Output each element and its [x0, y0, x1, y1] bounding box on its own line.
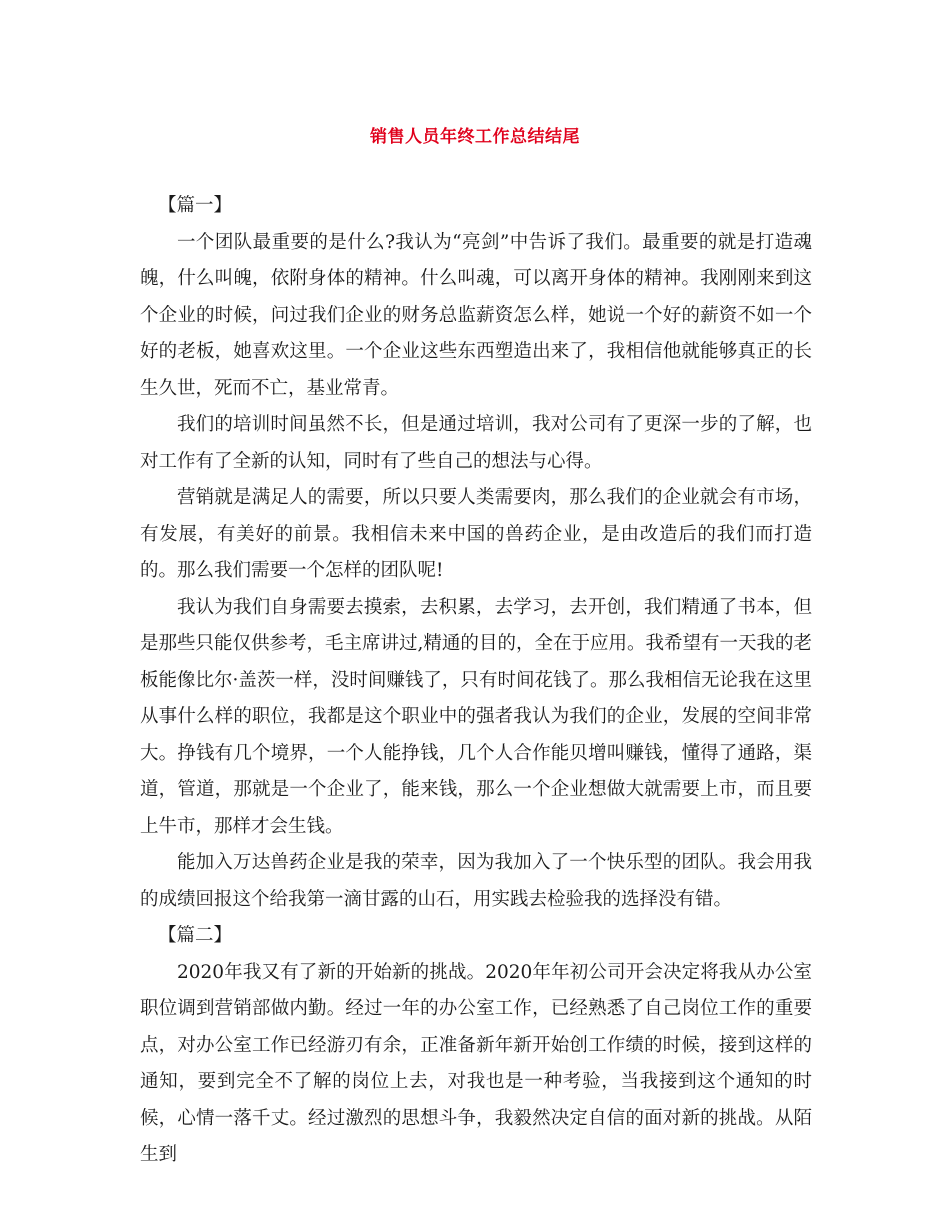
- section-2: [140, 918, 812, 1174]
- document-title: 销售人员年终工作总结结尾: [370, 127, 580, 147]
- paragraph: 2020年我又有了新的开始新的挑战。2020年年初公司开会决定将我从办公室职位调到营销部做内勤。经过一年的办公室工作，已经熟悉了自己岗位工作的重要点，对办公室工作已经游刃有余，正准备新年新开始创工作绩的时候，接到这样的通知，要到完全不了解的岗位上去，对我也是一种考验，当我接到这个通知的时候，心情一落千丈。经过激烈的思想斗争，我毅然决定自信的面对新的挑战。从陌生到: [140, 961, 812, 1165]
- section-heading: 【篇一】: [158, 195, 233, 216]
- paragraph: 我认为我们自身需要去摸索，去积累，去学习，去开创，我们精通了书本，但是那些只能仅供参考，毛主席讲过,精通的目的，全在于应用。我希望有一天我的老板能像比尔·盖茨一样，没时间赚钱了，只有时间花钱了。那么我相信无论我在这里从事什么样的职位，我都是这个职业中的强者我认为我们的企业，发展的空间非常大。挣钱有几个境界，一个人能挣钱，几个人合作能贝增叫赚钱，懂得了通路，渠道，管道，那就是一个企业了，能来钱，那么一个企业想做大就需要上市，而且要上牛市，那样才会生钱。: [140, 596, 812, 837]
- paragraph: 我们的培训时间虽然不长，但是通过培训，我对公司有了更深一步的了解，也对工作有了全新的认知，同时有了些自己的想法与心得。: [140, 414, 812, 472]
- paragraph: 能加入万达兽药企业是我的荣幸，因为我加入了一个快乐型的团队。我会用我的成绩回报这个给我第一滴甘露的山石，用实践去检验我的选择没有错。: [140, 852, 812, 910]
- section-1: [140, 188, 812, 918]
- document-body: [140, 188, 812, 1174]
- paragraph: 一个团队最重要的是什么?我认为“亮剑”中告诉了我们。最重要的就是打造魂魄，什么叫魄，依附身体的精神。什么叫魂，可以离开身体的精神。我刚刚来到这个企业的时候，问过我们企业的财务总监薪资怎么样，她说一个好的薪资不如一个好的老板，她喜欢这里。一个企业这些东西塑造出来了，我相信他就能够真正的长生久世，死而不亡，基业常青。: [140, 231, 812, 399]
- paragraph: 营销就是满足人的需要，所以只要人类需要肉，那么我们的企业就会有市场，有发展，有美好的前景。我相信未来中国的兽药企业，是由改造后的我们而打造的。那么我们需要一个怎样的团队呢!: [140, 487, 812, 581]
- section-heading: 【篇二】: [158, 925, 233, 946]
